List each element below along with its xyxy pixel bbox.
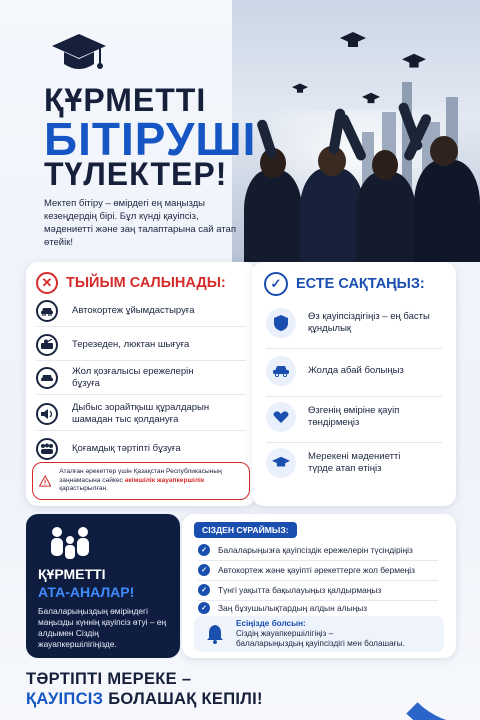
family-icon [48, 526, 92, 562]
request-item [198, 544, 413, 556]
prohibited-item-label: Қоғамдық тәртіпті бұзуға [72, 443, 181, 454]
heart-hands-icon [266, 402, 296, 432]
check-icon: ✓ [264, 272, 288, 296]
prohibited-item [36, 402, 246, 431]
flying-cap-icon [402, 52, 426, 72]
request-item [198, 602, 367, 614]
request-badge: СІЗДЕН СҰРАЙМЫЗ: [194, 522, 297, 538]
parents-card [26, 514, 180, 658]
flying-cap-icon [292, 82, 308, 96]
shield-icon [266, 308, 296, 338]
reminder-line1: Сіздің жауапкершілігіңіз – [236, 629, 334, 638]
request-item-label: Автокортеж және қауіпті әрекеттерге жол бермеңіз [218, 565, 415, 575]
prohibited-card [26, 262, 256, 506]
prohibited-item [36, 334, 246, 361]
footer-line1: ТӘРТІПТІ МЕРЕКЕ – [26, 670, 192, 688]
flying-cap-icon [340, 32, 366, 50]
remember-item-label: Жолда абай болыңыз [308, 365, 404, 376]
legal-warning-text: Аталған әрекеттер үшін Қазақстан Республикасының заңнамасына сәйкес әкімшілік жауапкершілік қарастырылған. [59, 468, 222, 493]
request-item-label: Балаларыңызға қауіпсіздік ережелерін түсіндіріңіз [218, 545, 413, 555]
footer-line2 [26, 690, 263, 709]
request-item-label: Түнгі уақытта бақылауыңыз қалдырмаңыз [218, 585, 382, 595]
remember-item [266, 448, 446, 478]
car-icon [266, 356, 296, 386]
bell-icon [204, 623, 226, 645]
hero-intro: Мектеп бітіру – өмірдегі ең маңызды кезеңдердің бірі. Бұл күнді қауіпсіз, мәдениетті және заң талаптарына сай атап өтейік! [44, 198, 236, 248]
car-icon [36, 300, 58, 322]
reminder-title: Есіңізде болсын: [236, 619, 306, 628]
parents-title-line1: ҚҰРМЕТТІ [38, 566, 106, 582]
request-item [198, 584, 381, 596]
prohibited-item [36, 366, 246, 395]
parents-title-line2: АТА-АНАЛАР! [38, 584, 135, 600]
remember-item-label: Өзгенің өміріне қауіп төндірмеңіз [308, 405, 400, 428]
prohibited-item-label: Дыбыс зорайтқыш құралдарын шамадан тыс қолдануға [72, 402, 210, 425]
hero-title-line2: БІТІРУШІ [44, 113, 257, 165]
graduates-photo [232, 0, 480, 262]
window-lean-icon [36, 334, 58, 356]
footer-rest: БОЛАШАҚ КЕПІЛІ! [108, 690, 263, 708]
remember-item [266, 402, 446, 432]
remember-item-label: Өз қауіпсіздігіңіз – ең басты құндылық [308, 311, 430, 334]
prohibited-icon: ✕ [36, 272, 58, 294]
prohibited-item-label: Терезеден, люктан шығуға [72, 339, 190, 350]
prohibited-title: ТЫЙЫМ САЛЫНАДЫ: [66, 275, 226, 291]
warning-icon [39, 470, 51, 492]
remember-item [266, 308, 446, 338]
flying-cap-icon [362, 92, 380, 106]
prohibited-item [36, 300, 246, 327]
hero-title-line3: ТҮЛЕКТЕР! [44, 156, 228, 192]
request-item [198, 564, 415, 576]
speaker-icon [36, 403, 58, 425]
remember-item-label: Мерекені мәдениетті түрде атап өтіңіз [308, 451, 401, 474]
reminder-box [194, 616, 444, 652]
remember-card [252, 262, 456, 506]
check-icon: ✓ [198, 602, 210, 614]
check-icon: ✓ [198, 584, 210, 596]
check-icon: ✓ [198, 544, 210, 556]
legal-warning [32, 462, 250, 500]
remember-item [266, 356, 446, 386]
prohibited-item-label: Автокортеж ұйымдастыруға [72, 305, 195, 316]
prohibited-item-label: Жол қозғалысы ережелерін бұзуға [72, 366, 194, 389]
request-item-label: Заң бұзушылықтардың алдын алыңыз [218, 603, 368, 613]
footer-highlight: ҚАУІПСІЗ [26, 690, 104, 708]
hero-title-line1: ҚҰРМЕТТІ [44, 82, 207, 118]
check-icon: ✓ [198, 564, 210, 576]
remember-title: ЕСТЕ САҚТАҢЫЗ: [296, 276, 425, 292]
prohibited-item [36, 438, 246, 464]
traffic-icon [36, 367, 58, 389]
people-icon [36, 438, 58, 460]
graduation-cap-icon [266, 448, 296, 478]
parents-text: Балаларыңыздың өміріндегі маңызды күннің қауіпсіз өтуі – ең алдымен Сіздің жауапкершілігіңізде. [38, 606, 167, 649]
request-card [182, 514, 456, 658]
reminder-line2: балаларыңыздың қауіпсіздігі мен болашағы. [236, 639, 405, 648]
graduation-cap-icon [50, 30, 108, 78]
